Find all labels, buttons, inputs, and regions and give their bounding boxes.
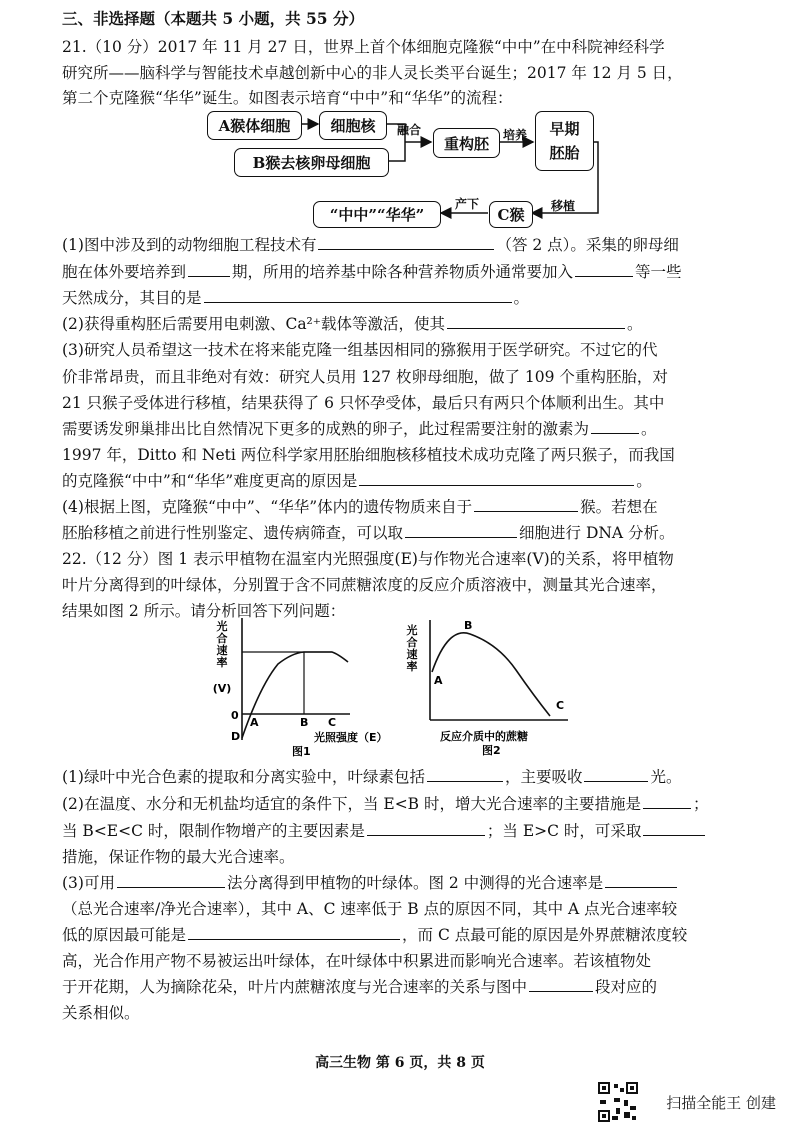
q21-p3-line-5: 1997 年，Ditto 和 Neti 两位科学家用胚胎细胞核移植技术成功克隆了两只猴子，而我国	[62, 446, 675, 464]
scanner-watermark: 扫描全能王 创建	[666, 1094, 776, 1112]
q21-p4-line-1: (4)根据上图，克隆猴“中中”、“华华”体内的遗传物质来自于 猴。若想在	[62, 498, 658, 516]
q21-p2: (2)获得重构胚后需要用电刺激、Ca²⁺载体等激活，使其 。	[62, 315, 643, 333]
q22-intro-line-1: 22.（12 分）图 1 表示甲植物在温室内光照强度(E)与作物光合速率(V)的关系，将甲植物	[62, 550, 674, 568]
fig1-ylabel: 光合速率	[216, 620, 228, 669]
fig1-tick-b: B	[300, 716, 309, 729]
q21-intro-line-1: 21.（10 分）2017 年 11 月 27 日，世界上首个体细胞克隆猴“中中”在中科院神经科学	[62, 38, 665, 56]
q22-p3-line-4: 高，光合作用产物不易被运出叶绿体，在叶绿体中积累进而影响光合速率。若该植物处	[62, 952, 652, 970]
label-culture: 培养	[503, 128, 528, 142]
label-fusion: 融合	[397, 123, 422, 137]
label-birth: 产下	[455, 197, 480, 211]
fig2-point-a: A	[434, 674, 443, 687]
box-reconstructed-embryo: 重构胚	[433, 128, 500, 158]
q22-intro-line-2: 叶片分离得到的叶绿体，分别置于含不同蔗糖浓度的反应介质溶液中，测量其光合速率，	[62, 576, 667, 594]
q22-p3-line-3: 低的原因最可能是 ，而 C 点最可能的原因是外界蔗糖浓度较	[62, 926, 688, 944]
fig2-ylabel: 光合速率	[406, 624, 418, 673]
q22-p2-line-3: 措施，保证作物的最大光合速率。	[62, 848, 295, 866]
answer-blank[interactable]	[575, 261, 633, 277]
label-transfer: 移植	[551, 199, 576, 213]
q22-p2-line-1: (2)在温度、水分和无机盐均适宜的条件下，当 E<B 时，增大光合速率的主要措施是 ；	[62, 795, 709, 813]
fig1-ylabel-v: (V)	[212, 682, 232, 695]
q21-p1-line-1: (1)图中涉及到的动物细胞工程技术有 （答 2 点）。采集的卵母细	[62, 236, 679, 254]
q21-p3-line-1: (3)研究人员希望这一技术在将来能克隆一组基因相同的猕猴用于医学研究。不过它的代	[62, 341, 658, 359]
q21-p3-line-6: 的克隆猴“中中”和“华华”难度更高的原因是 。	[62, 472, 652, 490]
fig1-title: 图1	[292, 745, 311, 758]
q21-p4-line-2: 胚胎移植之前进行性别鉴定、遗传病筛查，可以取 细胞进行 DNA 分析。	[62, 524, 675, 542]
early-embryo-line-1: 早期	[549, 120, 580, 138]
q22-intro-line-3: 结果如图 2 所示。请分析回答下列问题：	[62, 602, 346, 620]
answer-blank[interactable]	[204, 287, 512, 303]
q22-p3-line-2: （总光合速率/净光合速率），其中 A、C 速率低于 B 点的原因不同，其中 A 点光合速率较	[62, 900, 678, 918]
qr-code-icon	[598, 1082, 638, 1122]
fig2-point-b: B	[464, 619, 473, 632]
answer-blank[interactable]	[117, 872, 225, 888]
answer-blank[interactable]	[474, 496, 578, 512]
answer-blank[interactable]	[188, 261, 230, 277]
q21-p3-line-3: 21 只猴子受体进行移植，结果获得了 6 只怀孕受体，最后只有两只个体顺利出生。其中	[62, 394, 665, 412]
answer-blank[interactable]	[605, 872, 677, 888]
fig2-xlabel: 反应介质中的蔗糖	[440, 730, 528, 743]
fig2-curve	[432, 633, 550, 716]
box-a-monkey-somatic-cell: A猴体细胞	[207, 111, 302, 140]
answer-blank[interactable]	[359, 470, 634, 486]
q21-p3-line-2: 价非常昂贵，而且非绝对有效：研究人员用 127 枚卵母细胞，做了 109 个重构胚胎，对	[62, 368, 668, 386]
answer-blank[interactable]	[367, 820, 485, 836]
fig1-tick-a: A	[250, 716, 259, 729]
q21-p1-line-2: 胞在体外要培养到 期，所用的培养基中除各种营养物质外通常要加入 等一些	[62, 263, 682, 281]
early-embryo-line-2: 胚胎	[549, 144, 580, 162]
fig1-xlabel: 光照强度（E）	[314, 731, 388, 744]
figure-1-chart	[200, 616, 390, 766]
answer-blank[interactable]	[529, 976, 593, 992]
answer-blank[interactable]	[427, 766, 503, 782]
page-footer: 高三生物 第 6 页，共 8 页	[315, 1055, 485, 1071]
box-nucleus: 细胞核	[319, 111, 387, 140]
q21-p3-line-4: 需要诱发卵巢排出比自然情况下更多的成熟的卵子，此过程需要注射的激素为 。	[62, 420, 657, 438]
q22-p2-line-2: 当 B<E<C 时，限制作物增产的主要因素是 ；当 E>C 时，可采取	[62, 820, 770, 842]
box-early-embryo	[535, 111, 594, 171]
answer-blank[interactable]	[447, 313, 625, 329]
fig1-tick-c: C	[328, 716, 337, 729]
box-result-clones: “中中”“华华”	[313, 201, 441, 228]
fig1-tick-0: 0	[231, 709, 239, 722]
q22-p1: (1)绿叶中光合色素的提取和分离实验中，叶绿素包括 ，主要吸收 光。	[62, 768, 682, 786]
answer-blank[interactable]	[318, 234, 494, 250]
fig2-point-c: C	[556, 699, 565, 712]
q21-intro-line-2: 研究所——脑科学与智能技术卓越创新中心的非人灵长类平台诞生；2017 年 12 月 5 日，	[62, 64, 683, 82]
answer-blank[interactable]	[643, 820, 705, 836]
answer-blank[interactable]	[584, 766, 648, 782]
q21-p1-line-3: 天然成分，其目的是 。	[62, 289, 530, 307]
q21-intro-line-3: 第二个克隆猴“华华”诞生。如图表示培育“中中”和“华华”的流程：	[62, 89, 513, 107]
figure-2-chart	[398, 616, 588, 766]
q22-p3-line-5: 于开花期，人为摘除花朵，叶片内蔗糖浓度与光合速率的关系与图中 段对应的	[62, 978, 658, 996]
answer-blank[interactable]	[405, 522, 517, 538]
answer-blank[interactable]	[188, 924, 400, 940]
q22-p3-line-1: (3)可用 法分离得到甲植物的叶绿体。图 2 中测得的光合速率是	[62, 872, 770, 894]
fig2-title: 图2	[482, 744, 501, 757]
section-header: 三、非选择题（本题共 5 小题，共 55 分）	[62, 9, 364, 28]
box-b-monkey-oocyte: B猴去核卵母细胞	[234, 148, 389, 177]
box-c-monkey: C猴	[489, 201, 533, 228]
answer-blank[interactable]	[591, 418, 639, 434]
answer-blank[interactable]	[643, 793, 691, 809]
q22-p3-line-6: 关系相似。	[62, 1004, 140, 1022]
fig1-tick-d: D	[231, 730, 241, 743]
